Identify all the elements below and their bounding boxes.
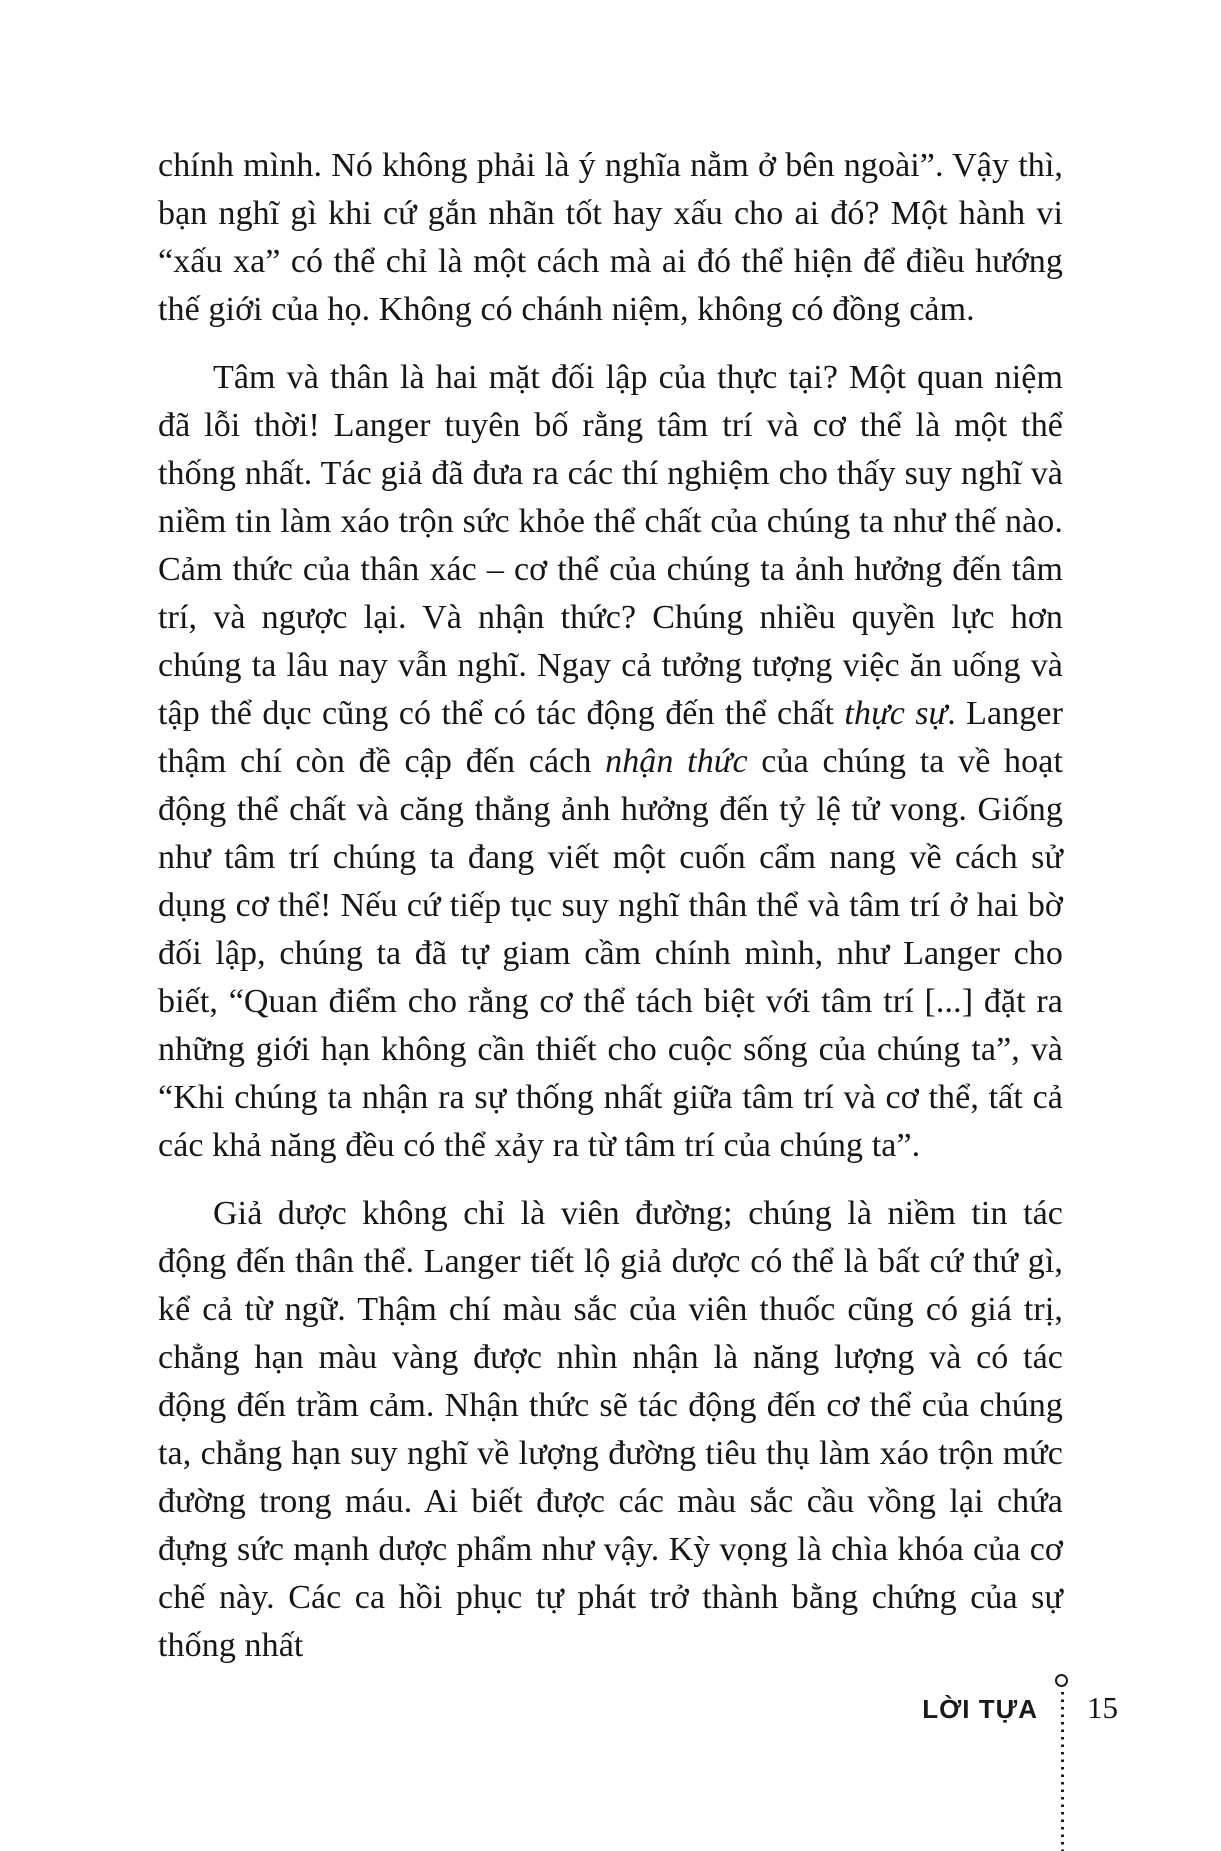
- text-segment: của chúng ta về hoạt động thể chất và căng thẳng ảnh hưởng đến tỷ lệ tử vong. Giống như tâm trí chúng ta đang viết một cuốn cẩm nang về cách sử dụng cơ thể! Nếu cứ tiếp tục suy nghĩ thân thể và tâm trí ở hai bờ đối lập, chúng ta đã tự giam cầm chính mình, như Langer cho biết, “Quan điểm cho rằng cơ thể tách biệt với tâm trí [...] đặt ra những giới hạn không cần thiết cho cuộc sống của chúng ta”, và “Khi chúng ta nhận ra sự thống nhất giữa tâm trí và cơ thể, tất cả các khả năng đều có thể xảy ra từ tâm trí của chúng ta”.: [158, 743, 1063, 1164]
- paragraph: [158, 354, 1063, 1170]
- text-segment: Giả dược không chỉ là viên đường; chúng là niềm tin tác động đến thân thể. Langer tiết lộ giả dược có thể là bất cứ thứ gì, kể cả từ ngữ. Thậm chí màu sắc của viên thuốc cũng có giá trị, chẳng hạn màu vàng được nhìn nhận là năng lượng và có tác động đến trầm cảm. Nhận thức sẽ tác động đến cơ thể của chúng ta, chẳng hạn suy nghĩ về lượng đường tiêu thụ làm xáo trộn mức đường trong máu. Ai biết được các màu sắc cầu vồng lại chứa đựng sức mạnh dược phẩm như vậy. Kỳ vọng là chìa khóa của cơ chế này. Các ca hồi phục tự phát trở thành bằng chứng của sự thống nhất: [158, 1195, 1063, 1664]
- dotted-divider-line: [1061, 1692, 1064, 1851]
- text-segment: chính mình. Nó không phải là ý nghĩa nằm ở bên ngoài”. Vậy thì, bạn nghĩ gì khi cứ gắn nhãn tốt hay xấu cho ai đó? Một hành vi “xấu xa” có thể chỉ là một cách mà ai đó thể hiện để điều hướng thế giới của họ. Không có chánh niệm, không có đồng cảm.: [158, 147, 1063, 328]
- paragraph: [158, 1190, 1063, 1670]
- running-header-label: LỜI TỰA: [922, 1694, 1038, 1724]
- paragraph: [158, 142, 1063, 334]
- italic-text-segment: thực sự: [844, 695, 948, 732]
- text-segment: Tâm và thân là hai mặt đối lập của thực tại? Một quan niệm đã lỗi thời! Langer tuyên bố rằng tâm trí và cơ thể là một thể thống nhất. Tác giả đã đưa ra các thí nghiệm cho thấy suy nghĩ và niềm tin làm xáo trộn sức khỏe thể chất của chúng ta như thế nào. Cảm thức của thân xác – cơ thể của chúng ta ảnh hưởng đến tâm trí, và ngược lại. Và nhận thức? Chúng nhiều quyền lực hơn chúng ta lâu nay vẫn nghĩ. Ngay cả tưởng tượng việc ăn uống và tập thể dục cũng có thể có tác động đến thể chất: [158, 359, 1063, 732]
- page-number: 15: [1087, 1690, 1118, 1725]
- italic-text-segment: nhận thức: [605, 743, 748, 780]
- text-segment: . Langer thậm chí còn đề cập đến cách: [158, 695, 1063, 780]
- body-text: [158, 142, 1063, 1690]
